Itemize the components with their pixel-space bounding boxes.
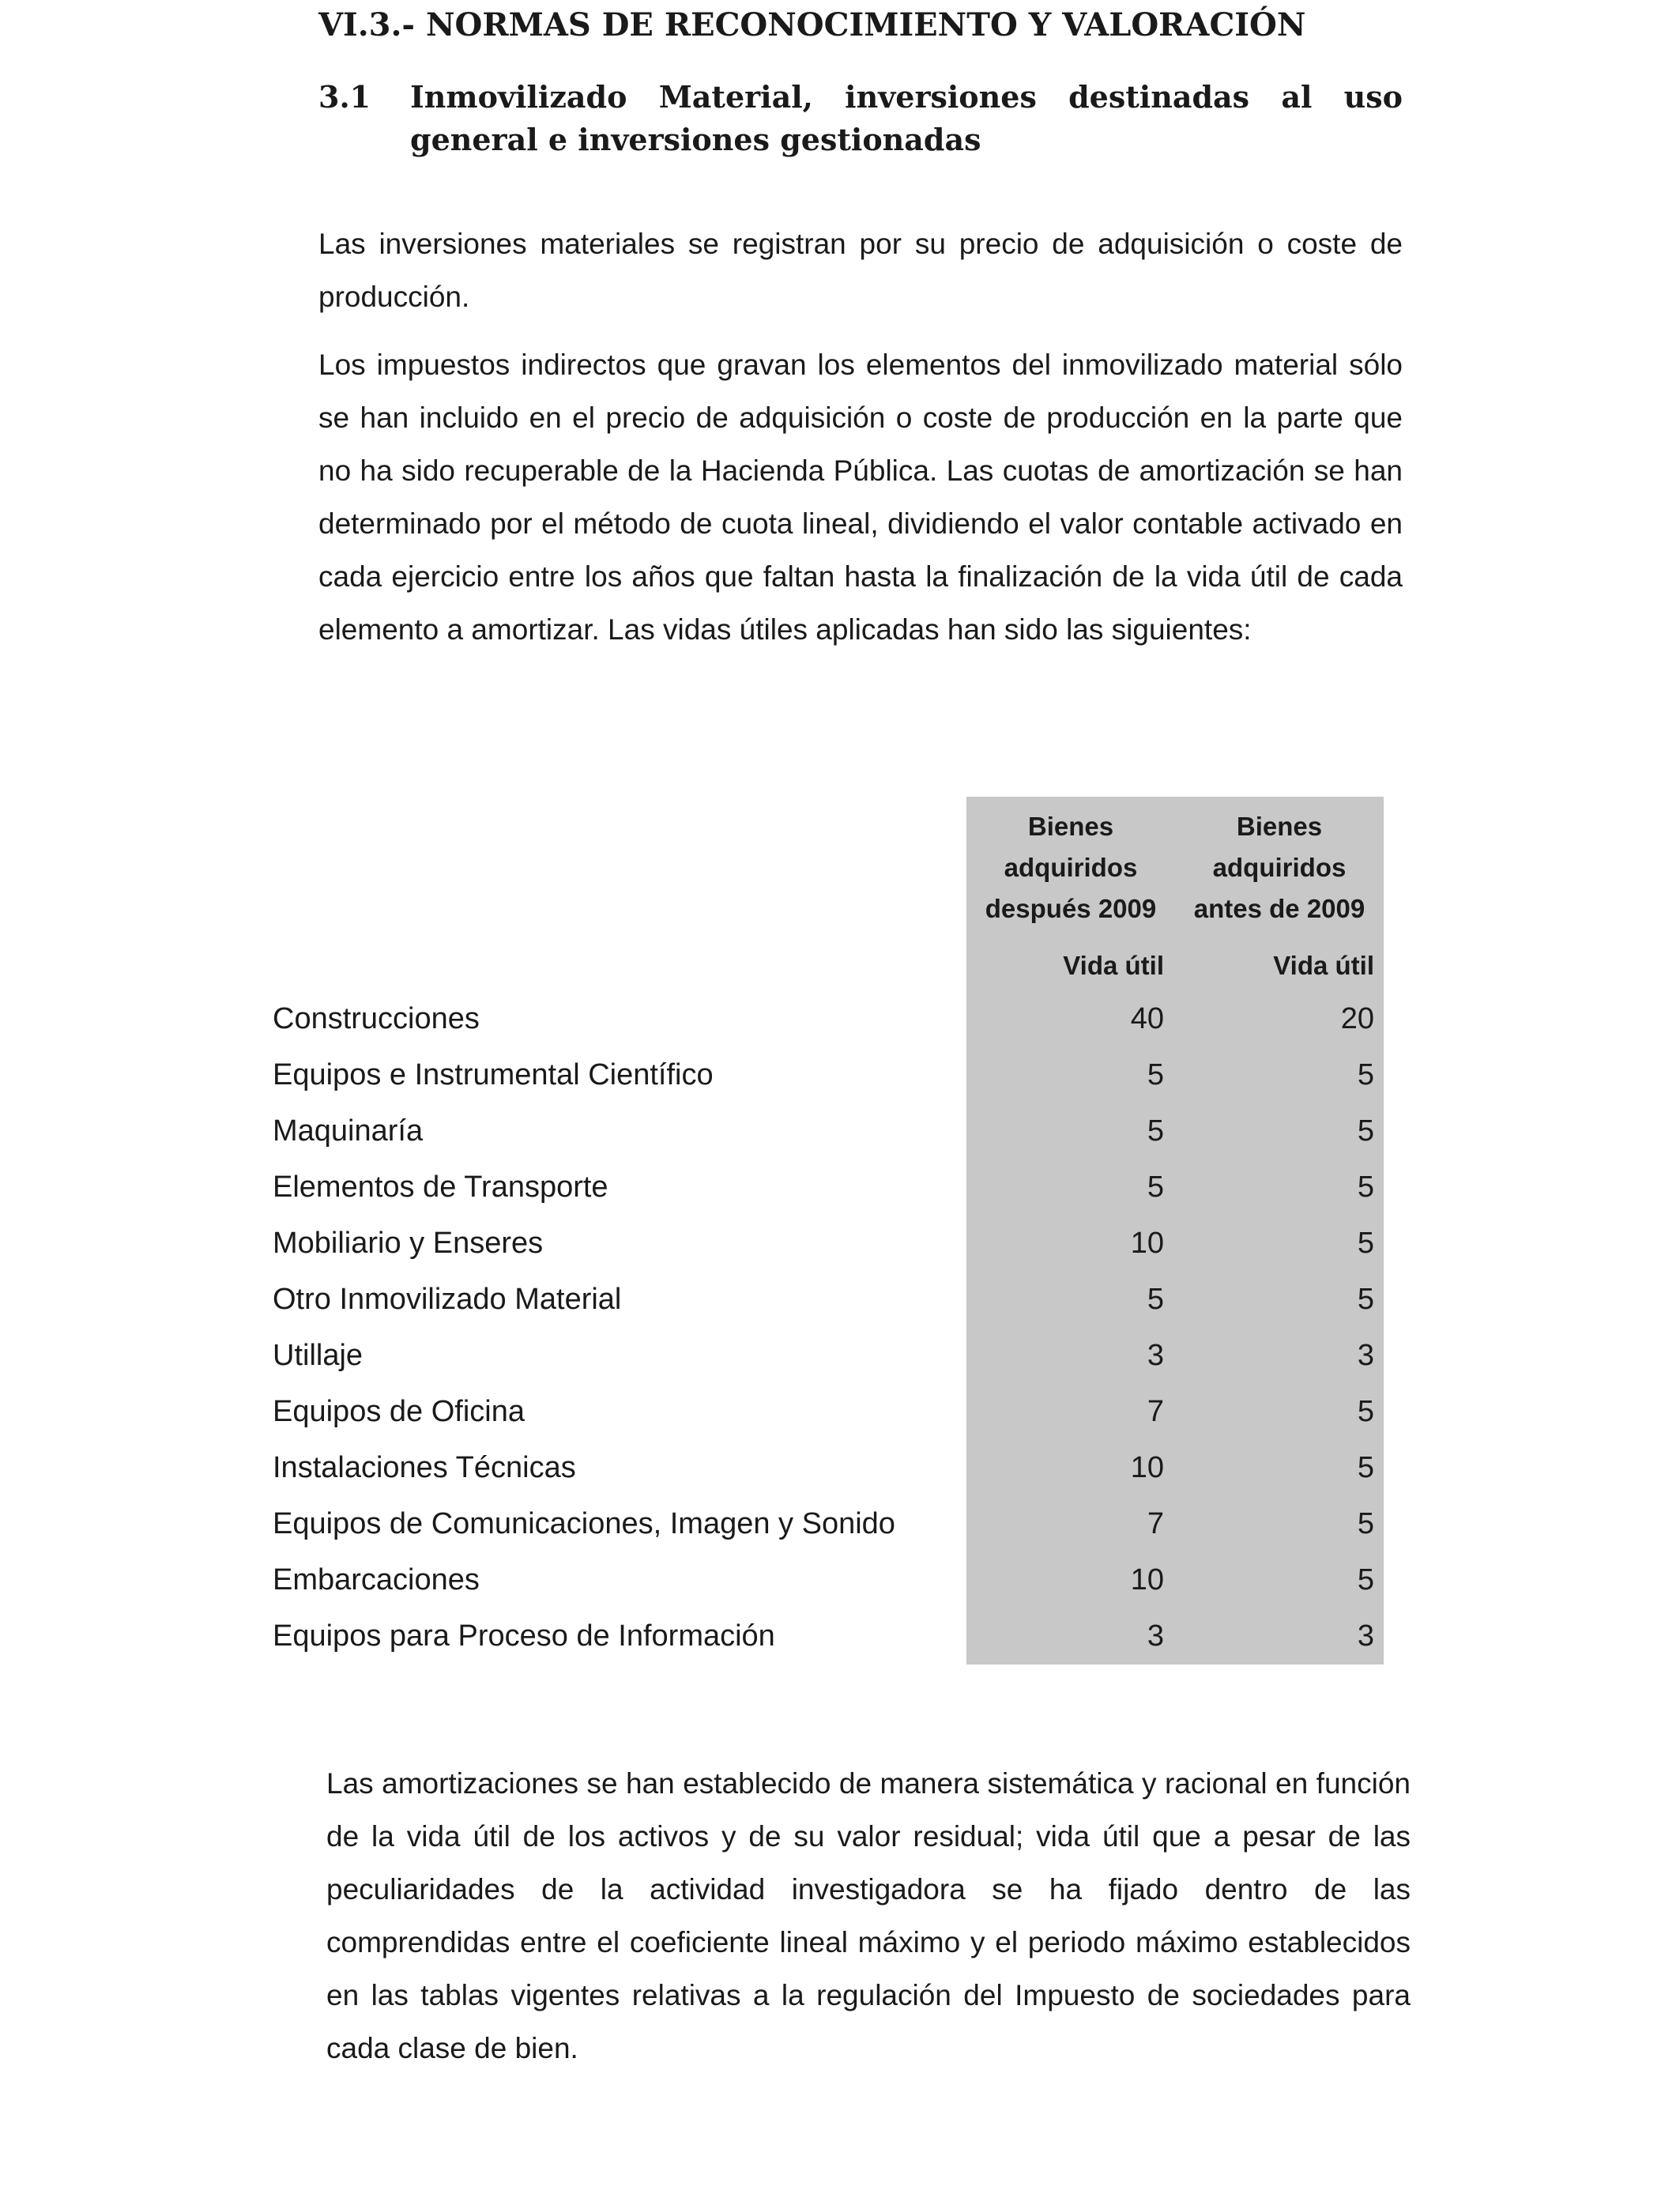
column-header-after-2009 (966, 797, 1175, 941)
asset-name: Equipos e Instrumental Científico (273, 1058, 714, 1091)
asset-name: Equipos de Oficina (273, 1395, 525, 1428)
table-subheader-empty (273, 941, 966, 991)
subsection-number: 3.1 (318, 79, 371, 115)
paragraph-taxes-amortization: Los impuestos indirectos que gravan los elementos del inmovilizado material sólo se han incluido en el precio de adquisición o coste de producción en la parte que no ha sido recuperable de la Hacienda Pública. Las cuotas de amortización se han determinado por el método de cuota lineal, dividiendo el valor contable activado en cada ejercicio entre los años que faltan hasta la finalización de la vida útil de cada elemento a amortizar. Las vidas útiles aplicadas han sido las siguientes: (318, 349, 1403, 646)
column-header-before-2009 (1175, 797, 1384, 941)
table-row (273, 991, 1384, 1047)
life-before-2009: 5 (1357, 1283, 1374, 1316)
asset-name: Mobiliario y Enseres (273, 1227, 544, 1260)
life-before-2009: 5 (1357, 1227, 1374, 1260)
asset-name: Equipos para Proceso de Información (273, 1619, 775, 1653)
useful-life-table (273, 797, 1384, 1664)
life-after-2009: 10 (1130, 1227, 1164, 1260)
table-row (273, 1159, 1384, 1216)
life-before-2009: 20 (1340, 1002, 1374, 1035)
paragraph-amortization-criteria: Las amortizaciones se han establecido de manera sistemática y racional en función de la vida útil de los activos y de su valor residual; vida útil que a pesar de las peculiaridades de la actividad investigadora se ha fijado dentro de las comprendidas entre el coeficiente lineal máximo y el periodo máximo establecidos en las tablas vigentes relativas a la regulación del Impuesto de sociedades para cada clase de bien. (326, 1767, 1411, 2064)
table-row (273, 1328, 1384, 1384)
asset-name: Instalaciones Técnicas (273, 1451, 576, 1484)
life-after-2009: 3 (1147, 1339, 1164, 1372)
life-before-2009: 5 (1357, 1563, 1374, 1596)
life-after-2009: 5 (1147, 1114, 1164, 1148)
header-line: después 2009 (985, 894, 1157, 923)
life-before-2009: 5 (1357, 1058, 1374, 1091)
table-row (273, 1440, 1384, 1496)
life-after-2009: 7 (1147, 1507, 1164, 1540)
life-after-2009: 10 (1130, 1563, 1164, 1596)
life-after-2009: 3 (1147, 1619, 1164, 1653)
paragraph-intro: Las inversiones materiales se registran por su precio de adquisición o coste de producción. (318, 228, 1403, 313)
table-subheader-row (273, 941, 1384, 991)
asset-name: Elementos de Transporte (273, 1171, 608, 1204)
table-header-empty (273, 797, 966, 941)
life-before-2009: 5 (1357, 1114, 1374, 1148)
asset-name: Maquinaría (273, 1114, 424, 1148)
life-before-2009: 3 (1357, 1339, 1374, 1372)
subheader-useful-life-after: Vida útil (1063, 951, 1164, 980)
section-title: VI.3.- NORMAS DE RECONOCIMIENTO Y VALORACIÓN (318, 6, 1306, 43)
life-after-2009: 5 (1147, 1058, 1164, 1091)
life-before-2009: 5 (1357, 1395, 1374, 1428)
life-before-2009: 5 (1357, 1171, 1374, 1204)
life-after-2009: 10 (1130, 1451, 1164, 1484)
subsection-heading (318, 76, 1403, 161)
table-row (273, 1272, 1384, 1328)
subsection-title: Inmovilizado Material, inversiones destinadas al uso general e inversiones gestionadas (410, 79, 1403, 157)
asset-name: Embarcaciones (273, 1563, 480, 1596)
life-after-2009: 5 (1147, 1171, 1164, 1204)
life-after-2009: 5 (1147, 1283, 1164, 1316)
table-row (273, 1552, 1384, 1608)
table-row (273, 1496, 1384, 1552)
header-line: adquiridos (1004, 853, 1138, 882)
table-row (273, 1103, 1384, 1159)
asset-name: Utillaje (273, 1339, 363, 1372)
table-row (273, 1608, 1384, 1664)
table-row (273, 1216, 1384, 1272)
asset-name: Equipos de Comunicaciones, Imagen y Sonido (273, 1507, 895, 1540)
header-line: Bienes (1027, 812, 1114, 841)
table-row (273, 1047, 1384, 1103)
header-line: antes de 2009 (1193, 894, 1365, 923)
life-before-2009: 3 (1357, 1619, 1374, 1653)
life-before-2009: 5 (1357, 1507, 1374, 1540)
header-line: adquiridos (1212, 853, 1347, 882)
asset-name: Otro Inmovilizado Material (273, 1283, 622, 1316)
table-group-header-row (273, 797, 1384, 941)
life-after-2009: 7 (1147, 1395, 1164, 1428)
subheader-useful-life-before: Vida útil (1273, 951, 1374, 980)
asset-name: Construcciones (273, 1002, 480, 1035)
table-row (273, 1384, 1384, 1440)
life-after-2009: 40 (1130, 1002, 1164, 1035)
life-before-2009: 5 (1357, 1451, 1374, 1484)
header-line: Bienes (1236, 812, 1323, 841)
